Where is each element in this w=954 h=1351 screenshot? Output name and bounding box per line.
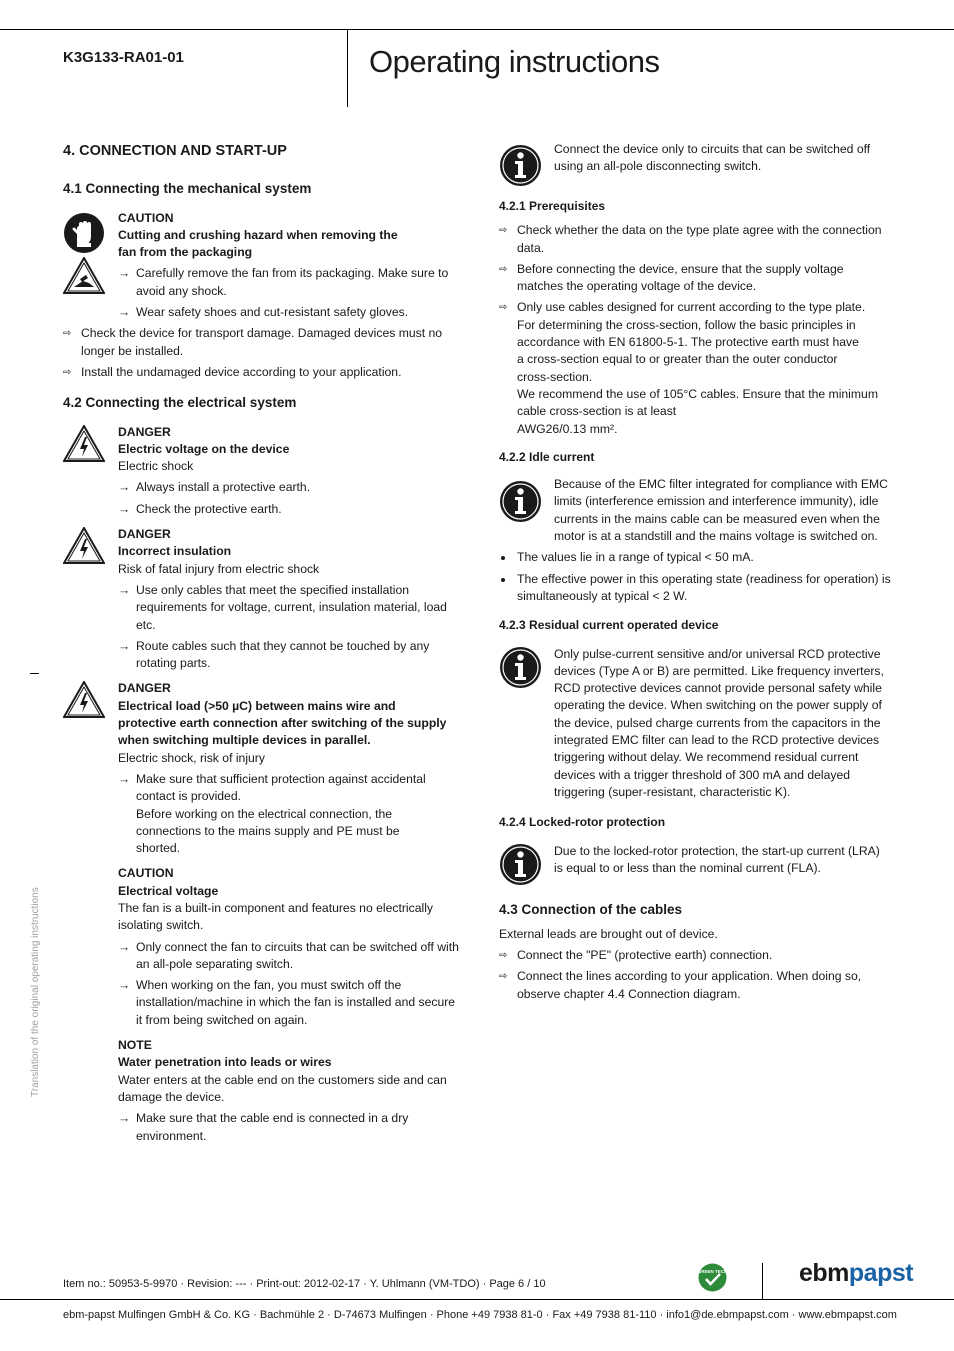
electric-hazard-icon bbox=[63, 681, 105, 718]
info-text: Connect the device only to circuits that can be switched off using an all-pole disconnecting switch. bbox=[554, 142, 871, 174]
danger-heading: Electrical load (>50 µC) between mains wire and protective earth connection after switching of the supply when switching multiple devices in parallel. bbox=[118, 698, 447, 748]
caution-heading: Electrical voltage bbox=[118, 883, 219, 898]
info-icon bbox=[499, 480, 542, 523]
danger-action-1: → Make sure that sufficient protection against accidental contact is provided. bbox=[118, 771, 463, 806]
subsection-4-2-3-title: 4.2.3 Residual current operated device bbox=[499, 618, 719, 633]
list-item-detail: For determining the cross-section, follow the basic principles in accordance with EN 61800-5-1. The protective earth must have a cross-section equal to or greater than the outer conductor cross-section. bbox=[517, 317, 859, 384]
list-item-text: Only use cables designed for current according to the type plate. bbox=[517, 300, 866, 315]
footer-item-info: Item no.: 50953-5-9970 · Revision: --- · Print-out: 2012-02-17 · Y. Uhlmann (VM-TDO) · Page 6 / 10 bbox=[63, 1278, 546, 1290]
note-consequence: Water enters at the cable end on the customers side and can damage the device. bbox=[118, 1072, 447, 1104]
danger-action-1-detail: Before working on the electrical connection, the connections to the mains supply and PE must be shorted. bbox=[136, 806, 400, 856]
info-icon bbox=[499, 144, 542, 187]
note-block-water bbox=[63, 1037, 463, 1145]
subsection-4-1-title: 4.1 Connecting the mechanical system bbox=[63, 181, 312, 197]
info-icon bbox=[499, 646, 542, 689]
danger-block-electrical-load bbox=[63, 680, 463, 857]
danger-action-2: → Check the protective earth. bbox=[118, 501, 463, 518]
bullet-arrow-icon: ⇨ bbox=[499, 302, 508, 314]
info-text: Because of the EMC filter integrated for compliance with EMC limits (interference emission and interference immunity), idle currents in the mains cable can be measured even when the motor is at a standstill and the mains voltage is switched on. bbox=[554, 477, 888, 544]
note-action-1: → Make sure that the cable end is connected in a dry environment. bbox=[118, 1110, 426, 1145]
caution-label: CAUTION bbox=[118, 866, 174, 881]
list-item-transport-damage bbox=[63, 325, 463, 360]
info-block-idle-current bbox=[499, 476, 891, 545]
cables-item-2 bbox=[499, 968, 891, 1003]
subsection-4-2-4-title: 4.2.4 Locked-rotor protection bbox=[499, 815, 666, 830]
prereq-item-2 bbox=[499, 261, 891, 296]
info-block-disconnect bbox=[499, 141, 891, 187]
electric-hazard-icon bbox=[63, 425, 105, 462]
danger-heading: Incorrect insulation bbox=[118, 544, 232, 559]
model-number: K3G133-RA01-01 bbox=[63, 49, 184, 66]
danger-block-voltage bbox=[63, 424, 463, 518]
caution-action-2: → Wear safety shoes and cut-resistant safety gloves. bbox=[118, 304, 463, 321]
danger-block-insulation bbox=[63, 526, 463, 672]
prereq-item-1 bbox=[499, 222, 891, 257]
sidebar-translation-note: Translation of the original operating instructions bbox=[30, 887, 41, 1097]
idle-current-item-1: The values lie in a range of typical < 50 mA. bbox=[499, 549, 891, 566]
note-label: NOTE bbox=[118, 1038, 152, 1053]
caution-action-1: → Only connect the fan to circuits that can be switched off with an all-pole separating switch. bbox=[118, 939, 463, 974]
bullet-arrow-icon: ⇨ bbox=[63, 328, 72, 340]
bullet-arrow-icon: ⇨ bbox=[499, 225, 508, 237]
green-tech-badge-icon bbox=[698, 1263, 727, 1292]
left-column bbox=[63, 143, 463, 1145]
list-item-text: Connect the "PE" (protective earth) connection. bbox=[517, 948, 773, 963]
badge-text: GREEN TECH bbox=[698, 1269, 727, 1274]
ebmpapst-logo bbox=[799, 1259, 913, 1288]
caution-action-1: → Carefully remove the fan from its packaging. Make sure to avoid any shock. bbox=[118, 265, 463, 300]
section-title: 4. CONNECTION AND START-UP bbox=[63, 143, 287, 159]
caution-heading: Cutting and crushing hazard when removing the fan from the packaging bbox=[118, 227, 398, 260]
subsection-4-3-title: 4.3 Connection of the cables bbox=[499, 901, 683, 917]
idle-current-item-2: The effective power in this operating state (readiness for operation) is simultaneously at typical < 2 W. bbox=[499, 571, 891, 606]
danger-label: DANGER bbox=[118, 527, 171, 542]
info-block-rcd bbox=[499, 646, 891, 802]
gloves-icon bbox=[63, 212, 105, 254]
danger-heading: Electric voltage on the device bbox=[118, 441, 290, 456]
subsection-4-2-2-title: 4.2.2 Idle current bbox=[499, 449, 595, 464]
cutting-hazard-icon bbox=[63, 257, 105, 294]
cables-item-1 bbox=[499, 947, 891, 964]
caution-label: CAUTION bbox=[118, 210, 174, 225]
caution-block-voltage bbox=[63, 865, 463, 1029]
header-top-rule bbox=[0, 29, 954, 30]
cables-intro: External leads are brought out of device. bbox=[499, 926, 718, 941]
bullet-arrow-icon: ⇨ bbox=[499, 950, 508, 962]
right-column bbox=[499, 141, 891, 1003]
prereq-item-3 bbox=[499, 299, 891, 437]
danger-action-2: → Route cables such that they cannot be touched by any rotating parts. bbox=[118, 638, 436, 673]
danger-action-1: → Use only cables that meet the specified installation requirements for voltage, current, insulation material, load etc. bbox=[118, 582, 463, 634]
list-item-text: Check whether the data on the type plate agree with the connection data. bbox=[517, 223, 882, 255]
list-item-text: Check the device for transport damage. Damaged devices must no longer be installed. bbox=[81, 326, 443, 358]
logo-part-ebm: ebm bbox=[799, 1259, 849, 1287]
danger-label: DANGER bbox=[118, 424, 171, 439]
footer-company-address: ebm-papst Mulfingen GmbH & Co. KG · Bachmühle 2 · D-74673 Mulfingen · Phone +49 7938 81-0 · Fax +49 7938 81-110 · info1@de.ebmpapst.com · www.ebmpapst.com bbox=[63, 1309, 897, 1321]
danger-consequence: Risk of fatal injury from electric shock bbox=[118, 561, 320, 576]
list-item-text: Connect the lines according to your application. When doing so, observe chapter 4.4 Connection diagram. bbox=[517, 969, 862, 1001]
subsection-4-2-title: 4.2 Connecting the electrical system bbox=[63, 395, 297, 411]
danger-label: DANGER bbox=[118, 681, 171, 696]
danger-action-1: → Always install a protective earth. bbox=[118, 479, 463, 496]
subsection-4-2-1-title: 4.2.1 Prerequisites bbox=[499, 199, 606, 213]
info-icon bbox=[499, 843, 542, 886]
info-block-locked-rotor bbox=[499, 843, 891, 889]
caution-block-packaging bbox=[63, 210, 463, 322]
bullet-arrow-icon: ⇨ bbox=[499, 263, 508, 275]
list-item-text: Before connecting the device, ensure that the supply voltage matches the operating voltage of the device. bbox=[517, 261, 844, 294]
electric-hazard-icon bbox=[63, 527, 105, 564]
info-text: Due to the locked-rotor protection, the start-up current (LRA) is equal to or less than the nominal current (FLA). bbox=[554, 843, 880, 875]
logo-part-papst: papst bbox=[848, 1259, 914, 1287]
page-title: Operating instructions bbox=[369, 44, 660, 79]
caution-consequence: The fan is a built-in component and features no electrically isolating switch. bbox=[118, 900, 434, 933]
danger-consequence: Electric shock bbox=[118, 459, 194, 474]
caution-action-2: → When working on the fan, you must switch off the installation/machine in which the fan is installed and secure it from being switched on again. bbox=[118, 977, 463, 1029]
list-item-install bbox=[63, 364, 463, 381]
margin-mark bbox=[30, 673, 39, 674]
header-divider bbox=[347, 29, 348, 107]
list-item-text: Install the undamaged device according to your application. bbox=[81, 364, 402, 379]
footer-logo-divider bbox=[762, 1263, 763, 1299]
footer-rule bbox=[0, 1299, 954, 1300]
bullet-arrow-icon: ⇨ bbox=[63, 366, 72, 378]
info-text: Only pulse-current sensitive and/or universal RCD protective devices (Type A or B) are permitted. Like frequency inverters, RCD protective devices cannot provide personal safety while operating the device. When switching on the power supply of the device, pulsed charge currents from the capacitors in the integrated EMC filter can lead to the RCD protective devices triggering without delay. We recommend residual current devices with a trigger threshold of 300 mA and delayed triggering (super-resistant, characteristic K). bbox=[554, 646, 884, 799]
danger-consequence: Electric shock, risk of injury bbox=[118, 750, 265, 765]
note-heading: Water penetration into leads or wires bbox=[118, 1055, 332, 1070]
bullet-arrow-icon: ⇨ bbox=[499, 971, 508, 983]
list-item-detail: AWG26/0.13 mm². bbox=[517, 421, 618, 436]
list-item-detail: We recommend the use of 105°C cables. Ensure that the minimum cable cross-section is at least bbox=[517, 386, 878, 419]
